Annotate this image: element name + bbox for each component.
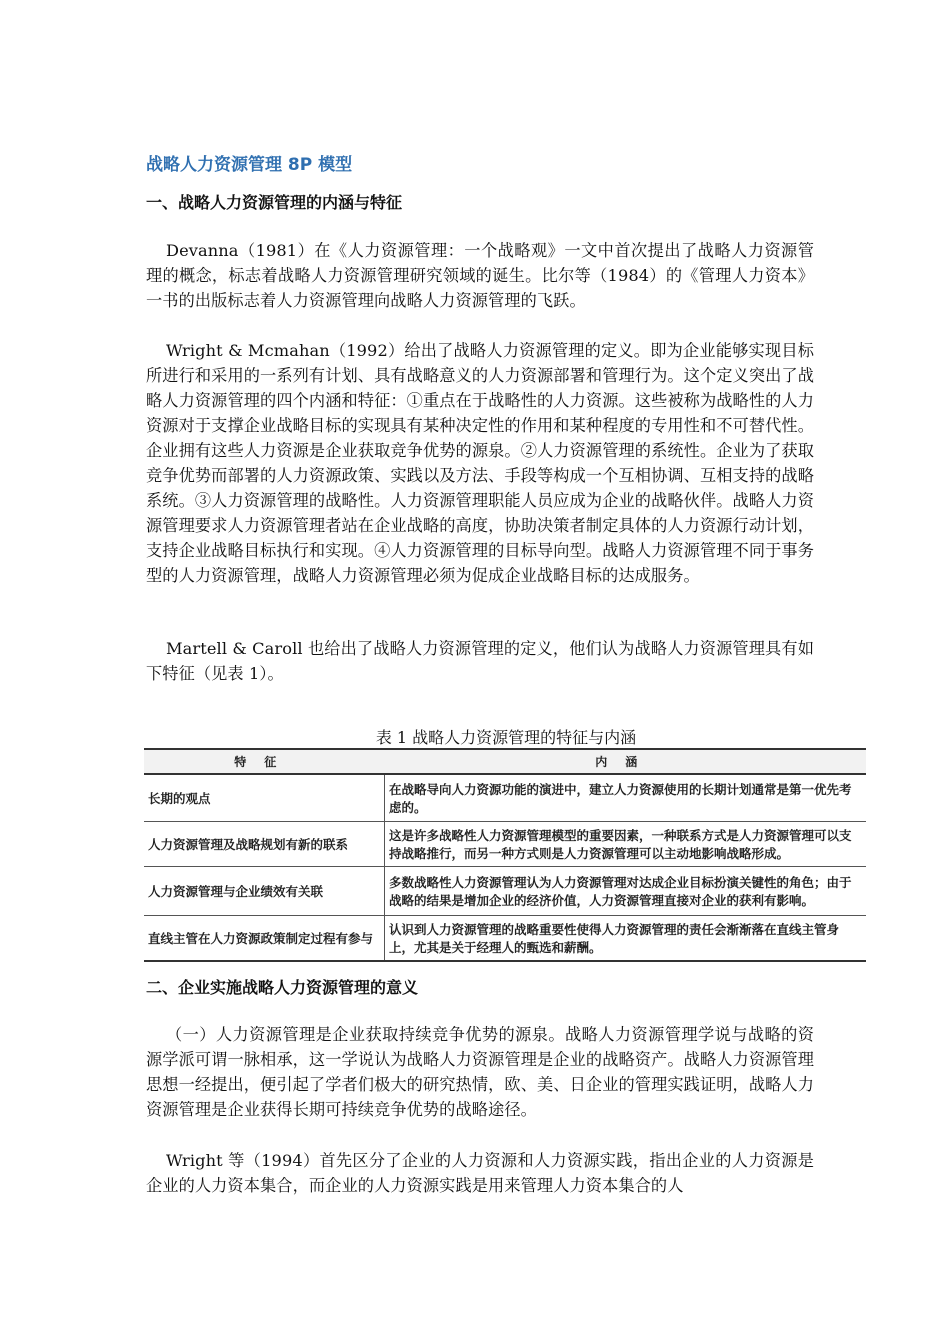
table-cell-feature: 人力资源管理与企业绩效有关联: [144, 867, 385, 916]
table-row: [144, 822, 866, 867]
table-row: [144, 867, 866, 916]
table-cell-content: 认识到人力资源管理的战略重要性使得人力资源管理的责任会渐渐落在直线主管身上，尤其是关于经理人的甄选和薪酬。: [385, 916, 867, 962]
table-header-content: 内涵: [385, 749, 867, 774]
table-cell-content: 这是许多战略性人力资源管理模型的重要因素，一种联系方式是人力资源管理可以支持战略推行，而另一种方式则是人力资源管理可以主动地影响战略形成。: [385, 822, 867, 867]
table-header-row: [144, 749, 866, 774]
table-cell-feature: 长期的观点: [144, 774, 385, 822]
table-caption: 表 1 战略人力资源管理的特征与内涵: [375, 728, 637, 747]
section2-paragraph-2: Wright 等（1994）首先区分了企业的人力资源和人力资源实践，指出企业的人力资源是企业的人力资本集合，而企业的人力资源实践是用来管理人力资本集合的人: [146, 1151, 814, 1195]
section1-paragraph-2: Wright & Mcmahan（1992）给出了战略人力资源管理的定义。即为企业能够实现目标所进行和采用的一系列有计划、具有战略意义的人力资源部署和管理行为。这个定义突出了战略人力资源管理的四个内涵和特征：①重点在于战略性的人力资源。这些被称为战略性的人力资源对于支撑企业战略目标的实现具有某种决定性的作用和某种程度的专用性和不可替代性。企业拥有这些人力资源是企业获取竞争优势的源泉。②人力资源管理的系统性。企业为了获取竞争优势而部署的人力资源政策、实践以及方法、手段等构成一个互相协调、互相支持的战略系统。③人力资源管理的战略性。人力资源管理职能人员应成为企业的战略伙伴。战略人力资源管理要求人力资源管理者站在企业战略的高度，协助决策者制定具体的人力资源行动计划，支持企业战略目标执行和实现。④人力资源管理的目标导向型。战略人力资源管理不同于事务型的人力资源管理，战略人力资源管理必须为促成企业战略目标的达成服务。: [146, 341, 814, 585]
features-table: [144, 748, 866, 962]
table-cell-content: 在战略导向人力资源功能的演进中，建立人力资源使用的长期计划通常是第一优先考虑的。: [385, 774, 867, 822]
table-cell-feature: 人力资源管理及战略规划有新的联系: [144, 822, 385, 867]
document-title: 战略人力资源管理 8P 模型: [146, 155, 353, 175]
table-row: [144, 774, 866, 822]
section1-paragraph-3: Martell & Caroll 也给出了战略人力资源管理的定义，他们认为战略人力资源管理具有如下特征（见表 1）。: [146, 639, 814, 683]
table-cell-content: 多数战略性人力资源管理认为人力资源管理对达成企业目标扮演关键性的角色；由于战略的结果是增加企业的经济价值，人力资源管理直接对企业的获利有影响。: [385, 867, 867, 916]
table-cell-feature: 直线主管在人力资源政策制定过程有参与: [144, 916, 385, 962]
section1-paragraph-1: Devanna（1981）在《人力资源管理：一个战略观》一文中首次提出了战略人力资源管理的概念，标志着战略人力资源管理研究领域的诞生。比尔等（1984）的《管理人力资本》一书的出版标志着人力资源管理向战略人力资源管理的飞跃。: [146, 241, 814, 310]
section2-heading: 二、企业实施战略人力资源管理的意义: [146, 978, 419, 997]
section2-paragraph-1: （一）人力资源管理是企业获取持续竞争优势的源泉。战略人力资源管理学说与战略的资源学派可谓一脉相承，这一学说认为战略人力资源管理是企业的战略资产。战略人力资源管理思想一经提出，便引起了学者们极大的研究热情，欧、美、日企业的管理实践证明，战略人力资源管理是企业获得长期可持续竞争优势的战略途径。: [146, 1025, 814, 1119]
table-row: [144, 916, 866, 962]
section1-heading: 一、战略人力资源管理的内涵与特征: [146, 193, 403, 212]
table-header-feature: 特征: [144, 749, 385, 774]
